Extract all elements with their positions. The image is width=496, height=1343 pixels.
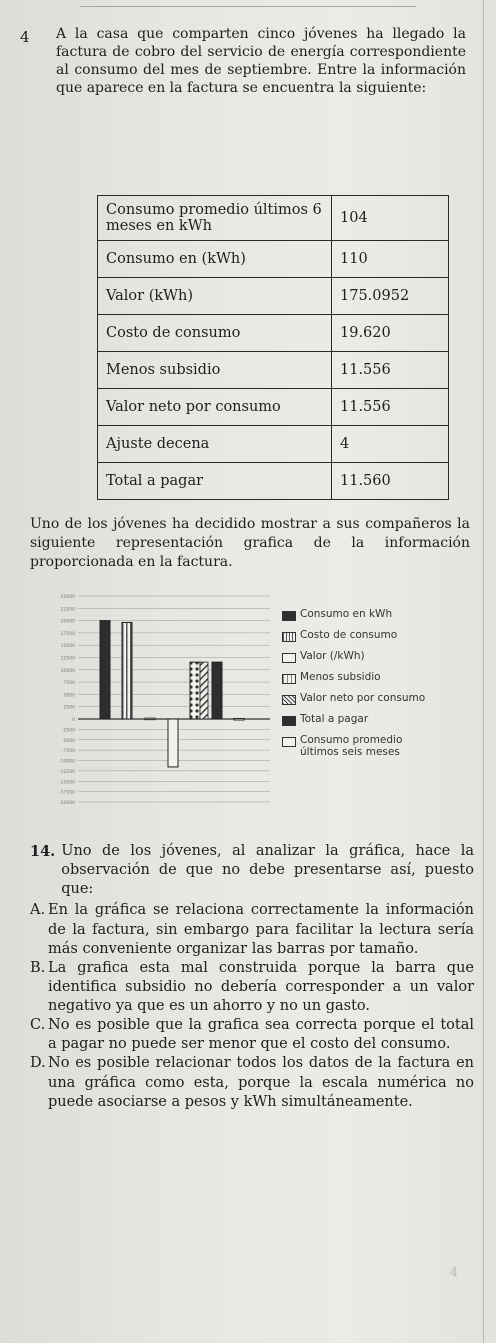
bar-consumo-en-kwh <box>100 621 110 719</box>
row-value: 11.560 <box>332 463 449 500</box>
right-rule <box>483 0 484 1343</box>
item-number: 4 <box>20 28 30 46</box>
option-text: La grafica esta mal construida porque la barra que identifica subsidio no debería corresponder a un valor negativo ya que es un ahorro y no un gasto. <box>48 959 474 1014</box>
tick-label: -15000 <box>59 780 75 786</box>
bar-valor-neto-por-consumo <box>190 662 200 719</box>
row-value: 11.556 <box>332 389 449 426</box>
tick-label: -10000 <box>59 759 75 765</box>
legend-swatch <box>282 632 296 642</box>
top-rule <box>80 6 416 7</box>
table-row <box>98 196 449 241</box>
legend-item <box>282 692 425 713</box>
legend-swatch <box>282 737 296 747</box>
row-value: 104 <box>332 196 449 241</box>
option-letter: D. <box>30 1055 46 1072</box>
row-value: 110 <box>332 241 449 278</box>
legend-label: Consumo promedio últimos seis meses <box>300 734 403 758</box>
tick-label: 20000 <box>60 619 75 625</box>
legend-swatch <box>282 611 296 621</box>
tick-label: 0 <box>72 718 75 723</box>
legend-item <box>282 650 425 671</box>
bar-menos-subsidio <box>168 719 178 767</box>
row-label: Costo de consumo <box>98 315 332 352</box>
legend-item <box>282 734 425 758</box>
legend-item <box>282 629 425 650</box>
row-value: 175.0952 <box>332 278 449 315</box>
option-a[interactable] <box>30 901 474 958</box>
bar-consumo-promedio-últimos-seis-meses <box>234 718 244 720</box>
chart-legend <box>282 608 426 758</box>
table-row <box>98 426 449 463</box>
option-letter: C. <box>30 1017 46 1034</box>
legend-label: Valor neto por consumo <box>300 692 426 704</box>
options-list <box>30 901 474 1111</box>
tick-label: -7500 <box>61 749 75 755</box>
row-label: Menos subsidio <box>98 352 332 389</box>
question-block <box>30 842 474 1112</box>
legend-swatch <box>282 674 296 684</box>
row-label: Total a pagar <box>98 463 332 500</box>
tick-label: 22500 <box>60 607 75 613</box>
legend-label: Total a pagar <box>300 713 369 725</box>
row-label: Valor (kWh) <box>98 278 332 315</box>
legend-item <box>282 671 425 692</box>
tick-label: 25000 <box>60 595 75 600</box>
bar-costo-de-consumo <box>122 622 132 719</box>
row-label: Consumo en (kWh) <box>98 241 332 278</box>
row-value: 4 <box>332 426 449 463</box>
faint-page-mark: 4 <box>450 1265 458 1279</box>
tick-label: 15000 <box>60 644 75 650</box>
legend-item <box>282 608 425 629</box>
table-row <box>98 278 449 315</box>
tick-label: -20000 <box>59 801 75 806</box>
bar-valor-neto-shadow <box>200 662 208 719</box>
bar-total-a-pagar <box>212 662 222 719</box>
question-stem <box>30 842 474 899</box>
tick-label: -5000 <box>61 738 75 744</box>
option-text: No es posible relacionar todos los datos de la factura en una gráfica como esta, porque la escala numérica no puede asociarse a pesos y kWh simultáneamente. <box>48 1055 474 1110</box>
tick-label: -17500 <box>59 790 75 796</box>
row-value: 11.556 <box>332 352 449 389</box>
option-letter: B. <box>30 959 46 976</box>
table-row <box>98 352 449 389</box>
legend-label: Menos subsidio <box>300 671 381 683</box>
legend-item <box>282 713 425 734</box>
row-value: 19.620 <box>332 315 449 352</box>
tick-label: 12500 <box>60 656 75 662</box>
tick-label: -2500 <box>61 728 75 734</box>
tick-label: 10000 <box>60 668 75 674</box>
question-text: Uno de los jóvenes, al analizar la gráfica, hace la observación de que no debe presentarse así, puesto que: <box>61 843 474 898</box>
legend-swatch <box>282 653 296 663</box>
legend-label: Valor (/kWh) <box>300 650 365 662</box>
row-label: Valor neto por consumo <box>98 389 332 426</box>
option-d[interactable] <box>30 1054 474 1111</box>
option-text: No es posible que la grafica sea correcta porque el total a pagar no puede ser menor que el costo del consumo. <box>48 1017 474 1053</box>
option-c[interactable] <box>30 1016 474 1054</box>
table-row <box>98 389 449 426</box>
tick-label: 17500 <box>60 631 75 637</box>
table-row <box>98 241 449 278</box>
row-label: Consumo promedio últimos 6 meses en kWh <box>98 196 332 241</box>
legend-label: Consumo en kWh <box>300 608 393 620</box>
table-row <box>98 463 449 500</box>
tick-label: 7500 <box>63 681 75 687</box>
table-row <box>98 315 449 352</box>
question-number: 14. <box>30 843 56 860</box>
option-b[interactable] <box>30 959 474 1016</box>
intro-paragraph: A la casa que comparten cinco jóvenes ha llegado la factura de cobro del servicio de energía correspondiente al consumo del mes de septiembre. Entre la información que aparece en la factura se encuentra la siguiente: <box>56 26 466 96</box>
row-label: Ajuste decena <box>98 426 332 463</box>
legend-label: Costo de consumo <box>300 629 398 641</box>
tick-label: 2500 <box>63 705 75 711</box>
bar-valor-kwh <box>145 718 155 720</box>
option-text: En la gráfica se relaciona correctamente la información de la factura, sin embargo para facilitar la lectura sería más conveniente organizar las barras por tamaño. <box>48 902 474 957</box>
option-letter: A. <box>30 902 46 919</box>
legend-swatch <box>282 716 296 726</box>
tick-label: -12500 <box>59 769 75 775</box>
tick-label: 5000 <box>63 693 75 699</box>
invoice-table <box>97 195 449 500</box>
chart-intro-paragraph: Uno de los jóvenes ha decidido mostrar a sus compañeros la siguiente representación grafica de la información proporcionada en la factura. <box>30 516 470 570</box>
legend-swatch <box>282 695 296 705</box>
